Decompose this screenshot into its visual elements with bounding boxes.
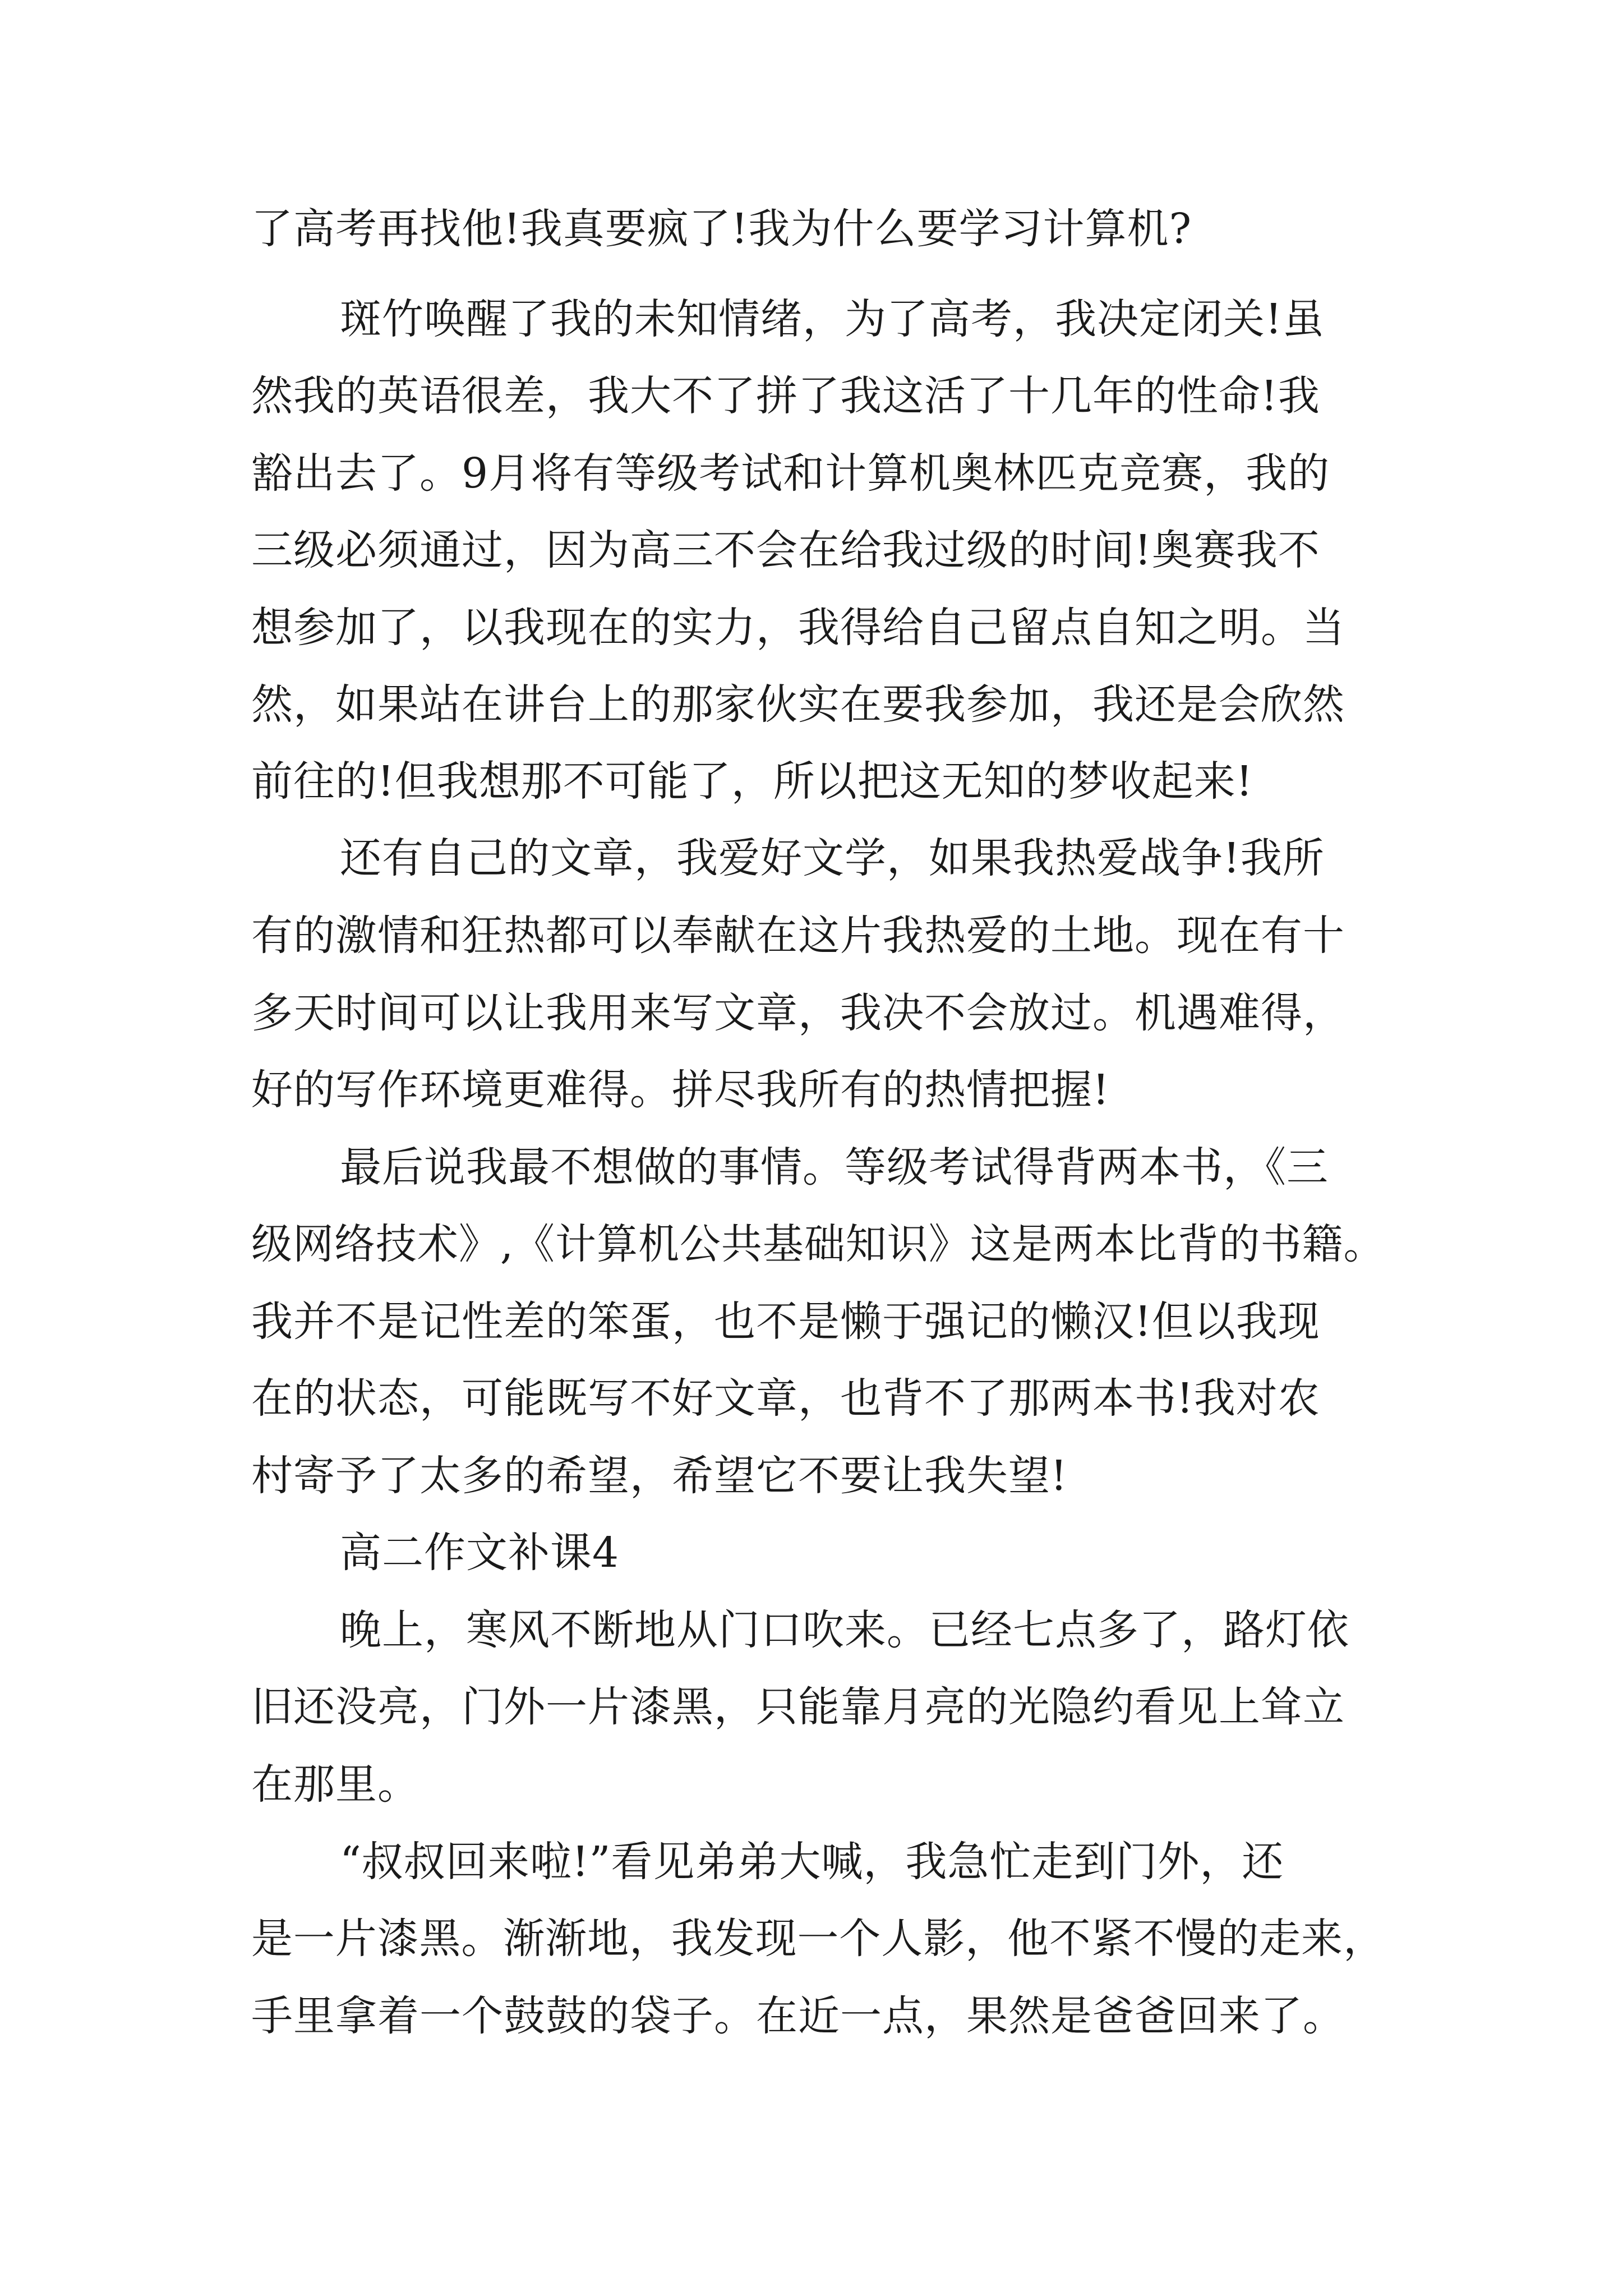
text-line-24: 手里拿着一个鼓鼓的袋子。在近一点，果然是爸爸回来了。 — [251, 1992, 1345, 2040]
text-line-5: 三级必须通过，因为高三不会在给我过级的时间!奥赛我不 — [251, 526, 1320, 574]
text-line-16: 在的状态，可能既写不好文章，也背不了那两本书!我对农 — [251, 1374, 1320, 1423]
text-line-12: 好的写作环境更难得。拼尽我所有的热情把握! — [251, 1066, 1110, 1114]
text-line-1: 了高考再找他!我真要疯了!我为什么要学习计算机? — [251, 205, 1192, 253]
text-line-13: 最后说我最不想做的事情。等级考试得背两本书，《三 — [340, 1143, 1329, 1191]
text-line-2: 斑竹唤醒了我的未知情绪，为了高考，我决定闭关!虽 — [340, 295, 1325, 343]
text-line-14: 级网络技术》,《计算机公共基础知识》这是两本比背的书籍。 — [251, 1220, 1385, 1268]
text-line-11: 多天时间可以让我用来写文章，我决不会放过。机遇难得， — [251, 989, 1345, 1037]
text-line-3: 然我的英语很差，我大不了拼了我这活了十几年的性命!我 — [251, 372, 1320, 420]
text-line-9: 还有自己的文章，我爱好文学，如果我热爱战争!我所 — [340, 834, 1325, 882]
section-heading: 高二作文补课4 — [340, 1529, 620, 1577]
text-line-23: 是一片漆黑。渐渐地，我发现一个人影，他不紧不慢的走来， — [251, 1915, 1385, 1963]
text-line-22: “叔叔回来啦!”看见弟弟大喊，我急忙走到门外，还 — [340, 1838, 1284, 1886]
text-line-15: 我并不是记性差的笨蛋，也不是懒于强记的懒汉!但以我现 — [251, 1297, 1320, 1346]
text-line-17: 村寄予了太多的希望，希望它不要让我失望! — [251, 1452, 1068, 1500]
text-line-4: 豁出去了。9月将有等级考试和计算机奥林匹克竞赛，我的 — [251, 449, 1330, 498]
text-line-20: 旧还没亮，门外一片漆黑，只能靠月亮的光隐约看见上耸立 — [251, 1683, 1345, 1731]
text-line-8: 前往的!但我想那不可能了，所以把这无知的梦收起来! — [251, 757, 1253, 806]
text-line-10: 有的激情和狂热都可以奉献在这片我热爱的土地。现在有十 — [251, 912, 1345, 960]
text-line-21: 在那里。 — [251, 1760, 419, 1809]
text-line-6: 想参加了，以我现在的实力，我得给自己留点自知之明。当 — [251, 604, 1345, 652]
text-line-7: 然，如果站在讲台上的那家伙实在要我参加，我还是会欣然 — [251, 680, 1345, 729]
text-line-19: 晚上，寒风不断地从门口吹来。已经七点多了，路灯依 — [340, 1606, 1349, 1654]
